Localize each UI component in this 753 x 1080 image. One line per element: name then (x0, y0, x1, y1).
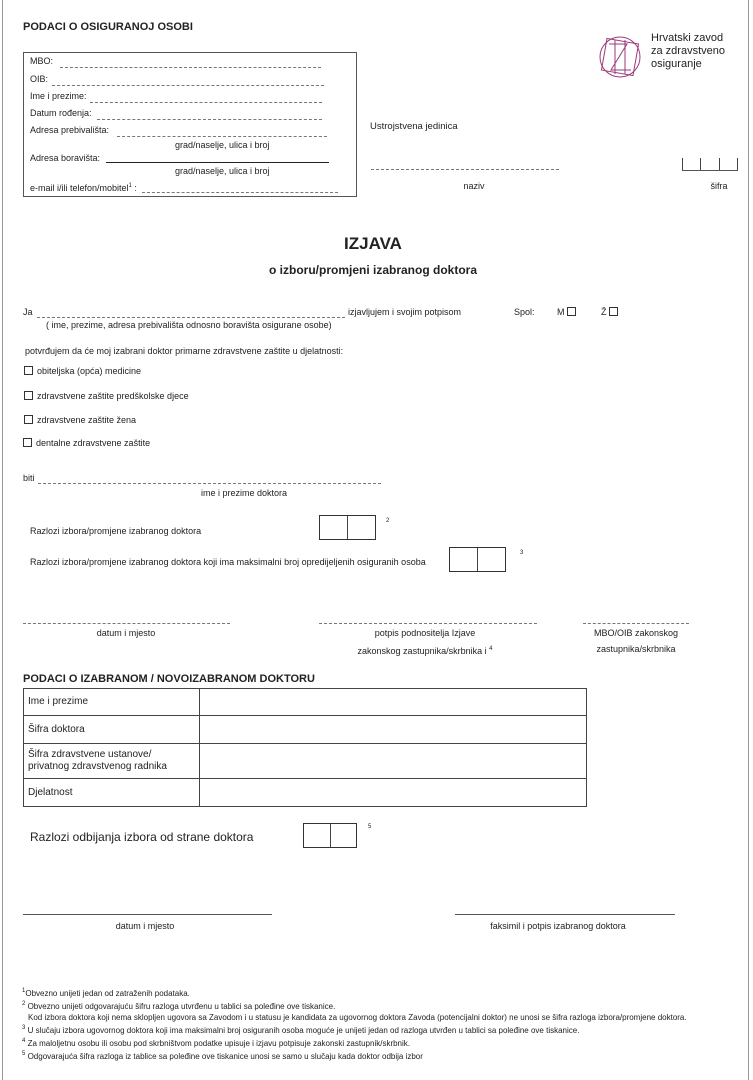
reject-footnote: 5 (368, 824, 372, 830)
statement-subtitle: o izboru/promjeni izabranog doktora (268, 263, 478, 277)
activity-cell[interactable] (200, 779, 587, 807)
institution-code-cell[interactable] (200, 744, 587, 779)
doctor-name-hint: ime i prezime doktora (200, 488, 288, 498)
footnote: $^1$Obvezno unijeti jedan od zatraženih podataka. (22, 988, 190, 998)
biti-label: biti (23, 473, 35, 483)
footnote: $^4$ Za maloljetnu osobu ili osobu pod skrbništvom podatke upisuje i izjavu potpisuje zakonski zastupnik/skrbnik. (22, 1038, 411, 1048)
residence-hint: grad/naselje, ulica i broj (175, 140, 270, 150)
checkbox-icon[interactable] (567, 307, 576, 316)
checkbox-icon[interactable] (24, 391, 33, 400)
checkbox-icon[interactable] (24, 366, 33, 375)
sex-f-option[interactable]: Ž (601, 307, 622, 318)
row-label: Šifra doktora (24, 716, 200, 744)
doctor-section-title: PODACI O IZABRANOM / NOVOIZABRANOM DOKTORU (23, 673, 315, 685)
option-women[interactable]: zdravstvene zaštite žena (24, 415, 136, 426)
unit-label: Ustrojstvena jedinica (370, 121, 458, 132)
doctor-code-cell[interactable] (200, 716, 587, 744)
page-border-right (748, 0, 749, 1080)
hzzo-logo-icon (597, 34, 643, 80)
footnote: Kod izbora doktora koji nema sklopljen ugovora sa Zavodom i u statusu je kandidata za ugovornog doktora Zavoda (potencijalni doktor) ne unosi se šifra razloga izbora/promjene doktora. (28, 1013, 687, 1022)
reason1-footnote: 2 (386, 518, 390, 524)
reason1-label: Razlozi izbora/promjene izabranog doktora (30, 526, 202, 536)
doctor-date-label: datum i mjesto (115, 921, 175, 931)
name-field[interactable] (90, 102, 322, 103)
reason2-code-field[interactable] (449, 547, 506, 572)
sex-label: Spol: (514, 307, 535, 317)
doctor-name-field[interactable] (38, 483, 381, 484)
ja-label: Ja (23, 307, 33, 317)
logo-text: Hrvatski zavod za zdravstveno osiguranje (651, 32, 725, 70)
oib-label: OIB: (30, 74, 49, 84)
residence-label: Adresa prebivališta: (30, 125, 110, 135)
footnote: $^2$ Obvezno unijeti odgovarajuću šifru razloga utvrđenu u tablici sa poleđine ove tiskanice. (22, 1001, 336, 1011)
unit-name-label: naziv (463, 181, 485, 191)
checkbox-icon[interactable] (23, 438, 32, 447)
option-dental[interactable]: dentalne zdravstvene zaštite (23, 438, 150, 449)
signature-label-1: potpis podnositelja Izjave (374, 628, 476, 638)
doctor-date-line[interactable] (23, 914, 272, 915)
footnote: $^5$ Odgovarajuća šifra razloga iz tablice sa poleđine ove tiskanice unosi se samo u slučaju kada doktor odbija izbor (22, 1051, 423, 1061)
applicant-hint: ( ime, prezime, adresa prebivališta odnosno boravišta osigurane osobe) (46, 320, 332, 330)
stay-label: Adresa boravišta: (30, 153, 101, 163)
dob-field[interactable] (97, 119, 322, 120)
reject-code-field[interactable] (303, 823, 357, 848)
statement-title: IZJAVA (344, 234, 402, 253)
option-family-medicine[interactable]: obiteljska (opća) medicine (24, 366, 141, 377)
row-label: Ime i prezime (24, 689, 200, 716)
name-label: Ime i prezime: (30, 91, 87, 101)
doctor-signature-label: faksimil i potpis izabranog doktora (490, 921, 626, 931)
doctor-signature-line[interactable] (455, 914, 675, 915)
option-preschool[interactable]: zdravstvene zaštite predškolske djece (24, 391, 189, 402)
applicant-field[interactable] (37, 317, 345, 318)
checkbox-icon[interactable] (609, 307, 618, 316)
row-label: Šifra zdravstvene ustanove/ privatnog zdravstvenog radnika (24, 744, 200, 779)
reason1-code-field[interactable] (319, 515, 376, 540)
table-row (24, 689, 587, 716)
doctor-table (23, 688, 587, 807)
page-border-left (2, 0, 3, 1080)
stay-hint: grad/naselje, ulica i broj (175, 166, 270, 176)
reason2-footnote: 3 (520, 550, 524, 556)
date-place-label: datum i mjesto (96, 628, 156, 638)
reason2-label: Razlozi izbora/promjene izabranog doktora koji ima maksimalni broj opredijeljenih osiguranih osoba (30, 557, 426, 567)
table-row (24, 779, 587, 807)
guardian-mbo-label-2: zastupnika/skrbnika (596, 644, 676, 654)
table-row (24, 744, 587, 779)
applicant-signature-line[interactable] (319, 623, 537, 624)
reject-label: Razlozi odbijanja izbora od strane doktora (30, 830, 254, 844)
stay-field[interactable] (106, 162, 329, 163)
declare-text: izjavljujem i svojim potpisom (348, 307, 462, 317)
footnotes (22, 986, 687, 1062)
mbo-field[interactable] (60, 67, 321, 68)
guardian-mbo-label-1: MBO/OIB zakonskog (593, 628, 679, 638)
guardian-mbo-line[interactable] (583, 623, 689, 624)
oib-field[interactable] (52, 85, 324, 86)
insured-section-title: PODACI O OSIGURANOJ OSOBI (23, 21, 193, 33)
signature-label-2: zakonskog zastupnika/skrbnika i $^4$ (357, 646, 493, 656)
table-row (24, 716, 587, 744)
residence-field[interactable] (117, 136, 327, 137)
date-place-line[interactable] (23, 623, 230, 624)
sex-m-option[interactable]: M (557, 307, 580, 318)
footnote: $^3$ U slučaju izbora ugovornog doktora koji ima maksimalni broj osiguranih osoba moguće je unijeti jedan od razloga utvrđen u tablici sa poleđine ove tiskanice. (22, 1025, 580, 1035)
dob-label: Datum rođenja: (30, 108, 92, 118)
doctor-name-cell[interactable] (200, 689, 587, 716)
row-label: Djelatnost (24, 779, 200, 807)
contact-field[interactable] (142, 192, 338, 193)
unit-name-field[interactable] (371, 169, 559, 170)
mbo-label: MBO: (30, 56, 54, 66)
confirm-text: potvrđujem da će moj izabrani doktor primarne zdravstvene zaštite u djelatnosti: (25, 346, 344, 356)
contact-label: e-mail i/ili telefon/mobitel$^1$ : (30, 183, 137, 193)
unit-code-label: šifra (710, 181, 728, 191)
checkbox-icon[interactable] (24, 415, 33, 424)
unit-code-field[interactable] (682, 158, 738, 171)
